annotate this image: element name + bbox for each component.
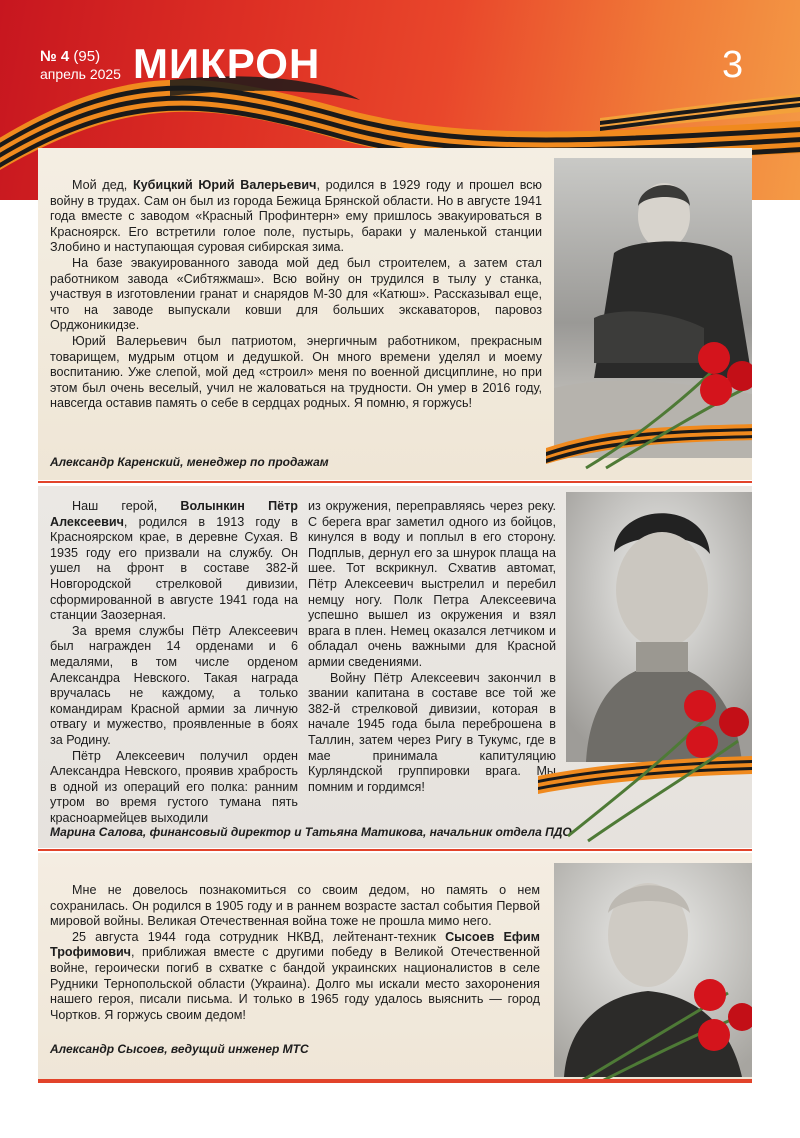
issue-date: апрель 2025 — [40, 66, 121, 82]
story-kubitsky — [38, 148, 752, 480]
story-text — [50, 178, 542, 412]
carnation-ribbon-decoration — [538, 686, 752, 846]
issue-number-total: (95) — [73, 48, 101, 65]
bottom-accent-bar — [38, 1079, 752, 1083]
story-sysoev — [38, 853, 752, 1083]
carnation-ribbon-decoration — [546, 328, 752, 478]
author-signature: Александр Сысоев, ведущий инженер МТС — [50, 1042, 309, 1056]
text-run: Мой дед, — [72, 178, 133, 192]
newspaper-brand-logo: МИКРОН — [133, 40, 321, 87]
section-divider — [38, 849, 752, 851]
paragraph — [50, 499, 298, 624]
paragraph: Пётр Алексеевич получил орден Александра Невского, проявив храбрость в одной из операций его полка: ранним утром во время густого тумана пять красноармейцев выходили — [50, 748, 298, 825]
hero-name: Сысоев Ефим Трофимович — [50, 929, 540, 960]
section-divider — [38, 481, 752, 483]
paragraph: Войну Пётр Алексеевич закончил в звании капитана в составе все той же 382-й стрелковой дивизии, которая в начале 1945 года была переброшена в Таллин, затем через Ригу в Тукумс, где в мае принимала капитуляцию Курляндской группировки врага. Мы помним и гордимся! — [308, 670, 556, 794]
paragraph: На базе эвакуированного завода мой дед был строителем, а затем стал работником завода «Сибтяжмаш». Всю войну он трудился в тылу у станка, участвуя в изготовлении гранат и снарядов М-30 для «Катюш». Рассказывал еще, что на заводе выпускали ковши для больших экскаваторов, паровоз Орджоникидзе. — [50, 255, 542, 333]
story-text-column-2 — [308, 499, 556, 795]
hero-name: Кубицкий Юрий Валерьевич — [132, 178, 317, 192]
page-number: 3 — [722, 44, 744, 86]
issue-number — [40, 48, 100, 65]
hero-name: Волынкин Пётр Алексеевич — [50, 499, 298, 529]
paragraph: Юрий Валерьевич был патриотом, энергичным работником, прекрасным товарищем, мудрым отцом и дедушкой. Он много времени уделял и моему воспитанию. Уже слепой, мой дед «строил» меня по военной дисциплине, но при этом был очень веселый, учил не жаловаться на трудности. Он умер в 2016 году, навсегда оставив память о себе в сердцах родных. Я помню, я горжусь! — [50, 333, 542, 411]
issue-number-main: № 4 — [40, 48, 70, 65]
author-signature: Александр Каренский, менеджер по продажам — [50, 455, 329, 469]
story-volynkin — [38, 486, 752, 848]
story-text — [50, 883, 540, 1023]
text-run: 25 августа 1944 года сотрудник НКВД, лейтенант-техник — [72, 929, 446, 944]
carnation-ribbon-decoration — [538, 973, 752, 1083]
text-run: , приближая вместе с другими победу в Великой Отечественной войне, героически погиб в схватке с бандой украинских националистов в селе Рудники Тернопольской области (Украина). Долго мы искали место захоронения нашего героя, писали письма. И только в 1965 году удалось выяснить — город Чортков. Я горжусь своим дедом! — [50, 945, 540, 1022]
paragraph — [50, 178, 542, 256]
text-run: , родился в 1913 году в Красноярском крае, в деревне Сухая. В 1935 году его призвали на службу. Он ушел на фронт в составе 382-й Новгородской стрелковой дивизии, сформированной в августе 1941 года на станции Заозерная. — [50, 514, 298, 623]
paragraph: Мне не довелось познакомиться со своим дедом, но память о нем сохранилась. Он родился в 1905 году и в раннем возрасте застал события Первой мировой войны. Великая Отечественная война тоже не прошла мимо него. — [50, 883, 540, 929]
text-run: Наш герой, — [72, 499, 181, 513]
paragraph: За время службы Пётр Алексеевич был награжден 14 орденами и 6 медалями, в том числе орденом Александра Невского. Такая награда вручалась не каждому, а только командирам Красной армии за личную отвагу и мужество, проявленные в боях за Родину. — [50, 623, 298, 747]
text-run: , родился в 1929 году и прошел всю войну в трудах. Сам он был из города Бежица Брянской области. Но в августе 1941 года вместе с заводом «Красный Профинтерн» ему пришлось эвакуироваться в Красноярск. Его встретили голое поле, пустырь, бараки у маленькой станции Злобино и наступающая суровая сибирская зима. — [50, 178, 542, 255]
paragraph — [50, 930, 540, 1024]
author-signature: Марина Салова, финансовый директор и Татьяна Матикова, начальник отдела ПДО — [50, 825, 572, 839]
paragraph: из окружения, переправляясь через реку. С берега враг заметил одного из бойцов, кинулся в воду и поплыл в его сторону. Подплыв, дернул его за шнурок плаща на шее. Тот вскрикнул. Схватив автомат, Пётр Алексеевич выстрелил и перебил немцу ногу. Полк Петра Алексеевича успешно вышел из окружения и взял врага в плен. Немец оказался летчиком и обладал очень важными для Красной армии сведениями. — [308, 499, 556, 669]
story-text-column-1 — [50, 499, 298, 826]
